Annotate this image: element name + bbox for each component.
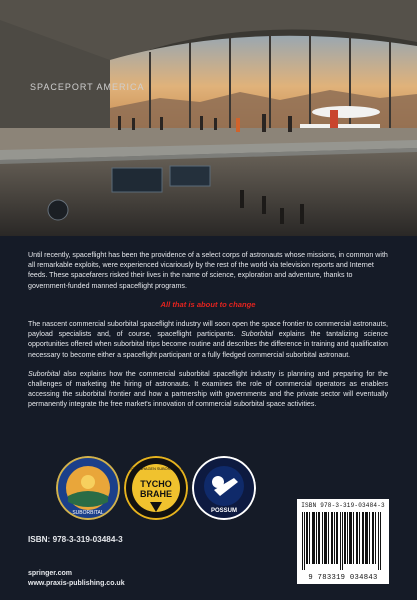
- barcode-icon: [302, 512, 384, 570]
- tycho-brahe-patch-logo: [124, 456, 188, 520]
- second-paragraph: [28, 319, 388, 360]
- publisher-link-praxis[interactable]: www.praxis-publishing.co.uk: [28, 580, 125, 587]
- barcode-box: [297, 499, 389, 584]
- svg-text:COPENHAGEN SUBORBITALS: COPENHAGEN SUBORBITALS: [128, 467, 184, 471]
- p2-end: explains the tantalizing science opportunities offered when suborbital trips become routine and describes the difference in training and qualification necessary to become either a spaceflight participant or a fully fledged commercial suborbital astronaut.: [28, 330, 388, 359]
- p3-book-title: Suborbital: [28, 369, 60, 378]
- svg-text:SUBORBITAL: SUBORBITAL: [72, 510, 104, 516]
- mission-patches: [56, 456, 256, 530]
- back-cover-text: [28, 250, 388, 419]
- possum-patch-logo: [192, 456, 256, 520]
- spaceport-interior-illustration: [0, 0, 417, 236]
- intro-paragraph: Until recently, spaceflight has been the providence of a select corps of astronauts whose missions, in common with all remarkable exploits, were experienced vicariously by the rest of the world via television reports and Internet feeds. These spacefarers risked their lives in the name of science, exploration and adventure, thanks to government-funded manned spaceflight programs.: [28, 251, 388, 290]
- cover-photo: [0, 0, 417, 236]
- suborbital-patch-logo: [56, 456, 120, 520]
- p3-end: also explains how the commercial suborbital spaceflight industry is planning and preparing for the challenges of marketing the hiring of astronauts. It examines the role of commercial operators as enablers accessing the suborbital frontier and how a partnership with governments and the private sector will eventually permanently integrate the free market's innovation of commercial suborbital space activities.: [28, 369, 388, 409]
- p2-start: The nascent commercial suborbital spaceflight industry will soon open the space frontier to commercial astronauts, payload specialists and, of course, spaceflight participants.: [28, 320, 388, 339]
- svg-text:BRAHE: BRAHE: [139, 489, 173, 499]
- barcode-isbn-label: ISBN 978-3-319-03484-3: [301, 502, 385, 509]
- p2-book-title: Suborbital: [241, 330, 274, 339]
- spaceport-sign: SPACEPORT AMERICA: [30, 82, 145, 92]
- publisher-info: [28, 569, 125, 589]
- barcode-number: 9 783319 034843: [308, 574, 378, 582]
- svg-text:TYCHO: TYCHO: [140, 479, 172, 489]
- third-paragraph: [28, 369, 388, 410]
- isbn-text: ISBN: 978-3-319-03484-3: [28, 535, 123, 544]
- svg-text:POSSUM: POSSUM: [210, 508, 238, 514]
- publisher-link-springer[interactable]: springer.com: [28, 570, 72, 577]
- tagline: All that is about to change: [160, 299, 256, 309]
